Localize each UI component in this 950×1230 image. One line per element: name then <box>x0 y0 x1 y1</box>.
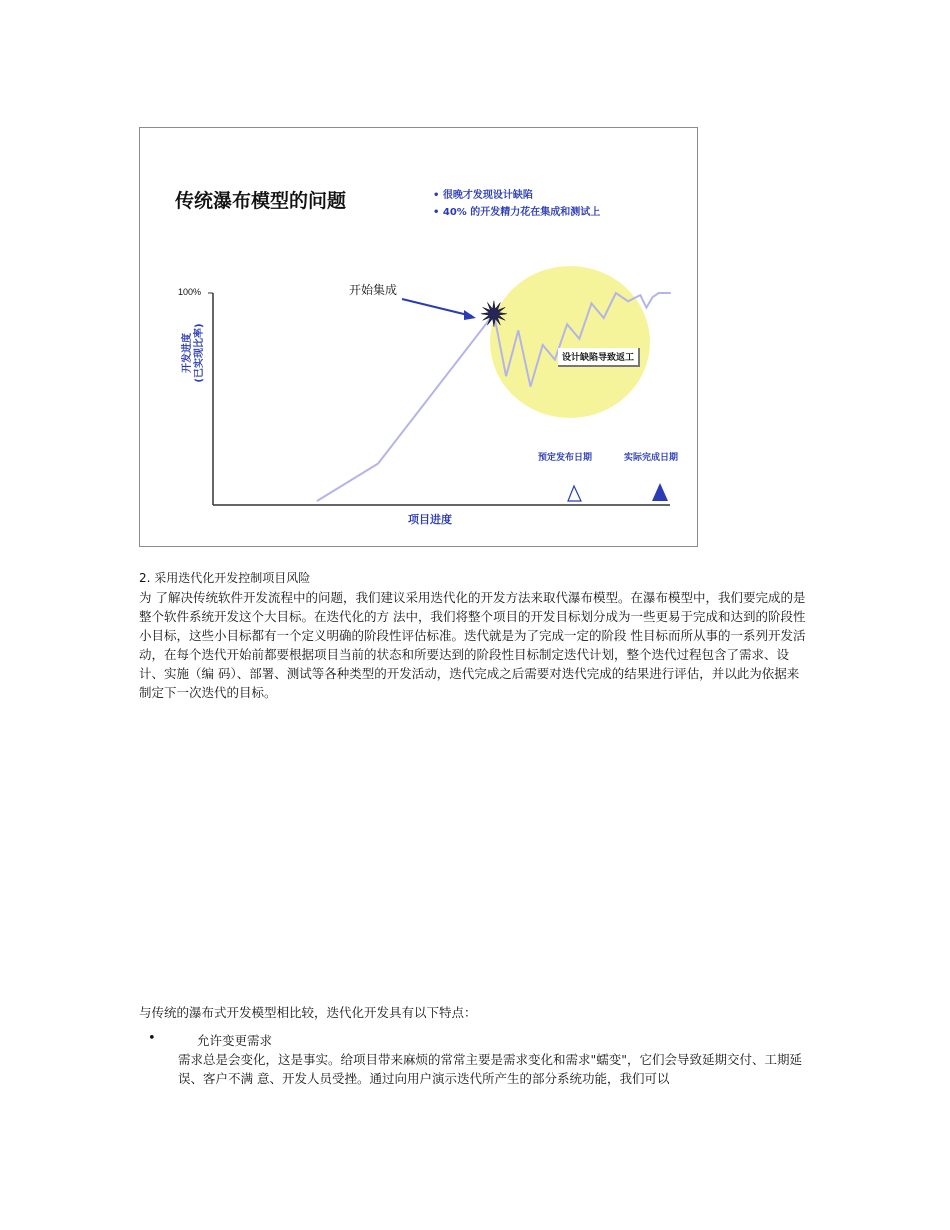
section-iterative <box>139 569 811 702</box>
waterfall-figure <box>139 127 698 547</box>
comparison-intro: 与传统的瀑布式开发模型相比较，迭代化开发具有以下特点： <box>139 1005 477 1020</box>
figure-bullet-2: • 40% 的开发精力花在集成和测试上 <box>433 204 663 221</box>
start-integration-label: 开始集成 <box>349 283 398 297</box>
actual-completion-label: 实际完成日期 <box>624 453 679 463</box>
section-heading: 2. 采用迭代化开发控制项目风险 <box>139 571 311 585</box>
figure-title: 传统瀑布模型的问题 <box>175 190 347 212</box>
start-integration-arrowhead <box>464 310 476 320</box>
figure-bullets <box>433 187 663 221</box>
list-item-title: 允许变更需求 <box>197 1033 273 1048</box>
start-integration-arrow <box>402 299 472 316</box>
actual-completion-marker <box>652 483 668 501</box>
planned-release-marker <box>568 486 581 501</box>
x-axis-label: 项目进度 <box>408 513 452 526</box>
y-axis-label <box>182 313 206 393</box>
y-axis-label-line1: 开发进度 <box>182 333 193 373</box>
planned-release-label: 预定发布日期 <box>538 453 593 463</box>
figure-bullet-1: • 很晚才发现设计缺陷 <box>433 187 663 204</box>
y-axis-label-line2: (已实现比率) <box>194 323 205 383</box>
y-tick-label: 100% <box>178 287 202 297</box>
list-bullet-icon: • <box>148 1031 156 1046</box>
defect-rework-label: 设计缺陷导致返工 <box>558 348 640 367</box>
list-item-body: 需求总是会变化，这是事实。给项目带来麻烦的常常主要是需求变化和需求"蠕变"，它们会导致延期交付、工期延误、客户不满 意、开发人员受挫。通过向用户演示迭代所产生的部分系统功能，我们可以 <box>178 1052 803 1086</box>
section-paragraph: 为 了解决传统软件开发流程中的问题，我们建议采用迭代化的开发方法来取代瀑布模型。在瀑布模型中，我们要完成的是整个软件系统开发这个大目标。在迭代化的方 法中，我们将整个项目的开发目标划分成为一些更易于完成和达到的阶段性小目标，这些小目标都有一个定义明确的阶段性评估标准。迭代就是为了完成一定的阶段 性目标而所从事的一系列开发活动，在每个迭代开始前都要根据项目当前的状态和所要达到的阶段性目标制定迭代计划，整个迭代过程包含了需求、设计、实施（编 码）、部署、测试等各种类型的开发活动，迭代完成之后需要对迭代完成的结果进行评估，并以此为依据来制定下一次迭代的目标。 <box>139 590 806 700</box>
defect-highlight-ellipse <box>490 266 650 418</box>
